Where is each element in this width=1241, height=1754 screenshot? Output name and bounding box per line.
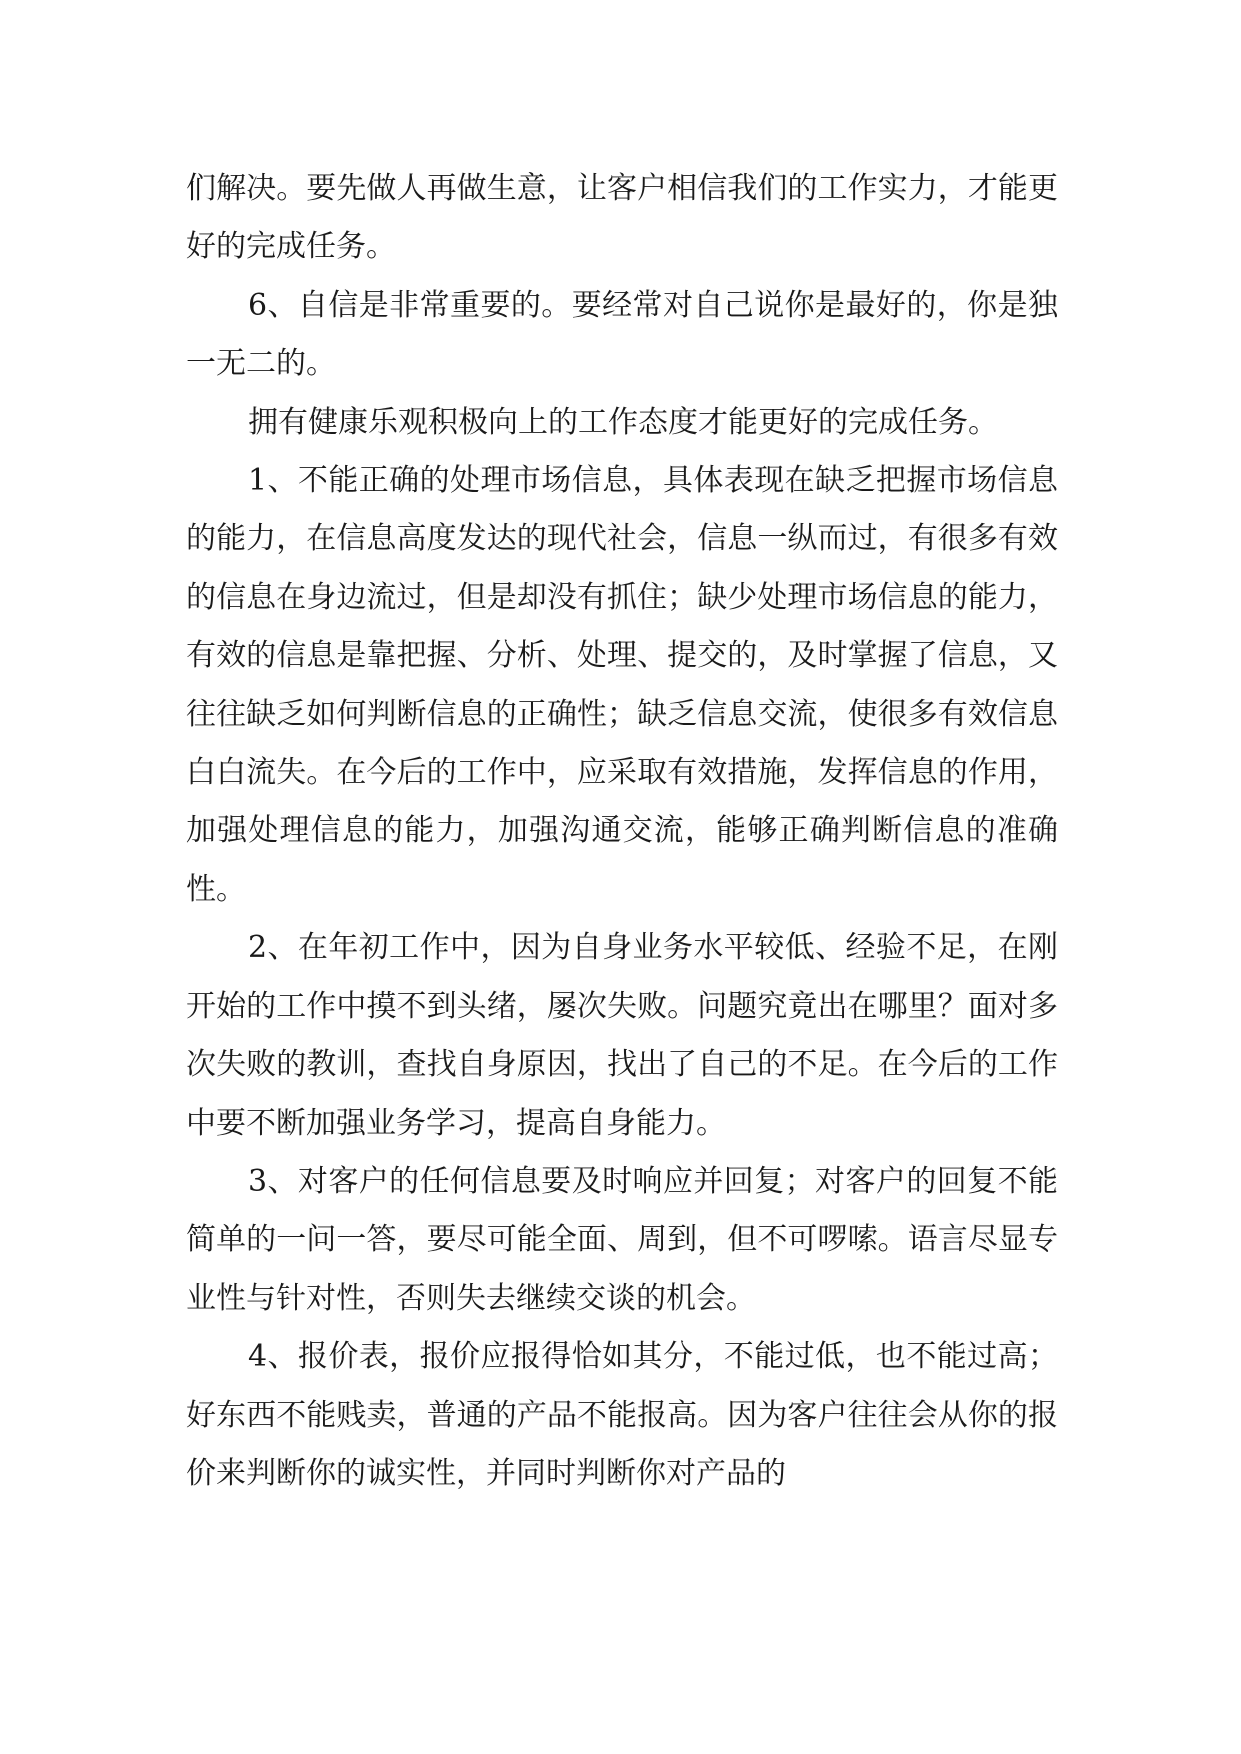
paragraph-point-3: 3、对客户的任何信息要及时响应并回复；对客户的回复不能简单的一问一答，要尽可能全面、周到，但不可啰嗦。语言尽显专业性与针对性，否则失去继续交谈的机会。 [186,1163,1058,1316]
paragraph-point-4: 4、报价表，报价应报得恰如其分，不能过低，也不能过高；好东西不能贱卖，普通的产品不能报高。因为客户往往会从你的报价来判断你的诚实性，并同时判断你对产品的 [186,1339,1058,1491]
document-body [186,160,1058,1503]
paragraph-continuation: 们解决。要先做人再做生意，让客户相信我们的工作实力，才能更好的完成任务。 [186,171,1058,265]
paragraph-point-6: 6、自信是非常重要的。要经常对自己说你是最好的，你是独一无二的。 [186,287,1058,382]
paragraph-attitude: 拥有健康乐观积极向上的工作态度才能更好的完成任务。 [248,404,998,440]
paragraph-point-2: 2、在年初工作中，因为自身业务水平较低、经验不足，在刚开始的工作中摸不到头绪，屡次失败。问题究竟出在哪里？面对多次失败的教训，查找自身原因，找出了自己的不足。在今后的工作中要不断加强业务学习，提高自身能力。 [186,930,1058,1141]
paragraph-point-1: 1、不能正确的处理市场信息，具体表现在缺乏把握市场信息的能力，在信息高度发达的现代社会，信息一纵而过，有很多有效的信息在身边流过，但是却没有抓住；缺少处理市场信息的能力，有效的信息是靠把握、分析、处理、提交的，及时掌握了信息，又往往缺乏如何判断信息的正确性；缺乏信息交流，使很多有效信息白白流失。在今后的工作中，应采取有效措施，发挥信息的作用，加强处理信息的能力，加强沟通交流，能够正确判断信息的准确性。 [186,463,1058,907]
